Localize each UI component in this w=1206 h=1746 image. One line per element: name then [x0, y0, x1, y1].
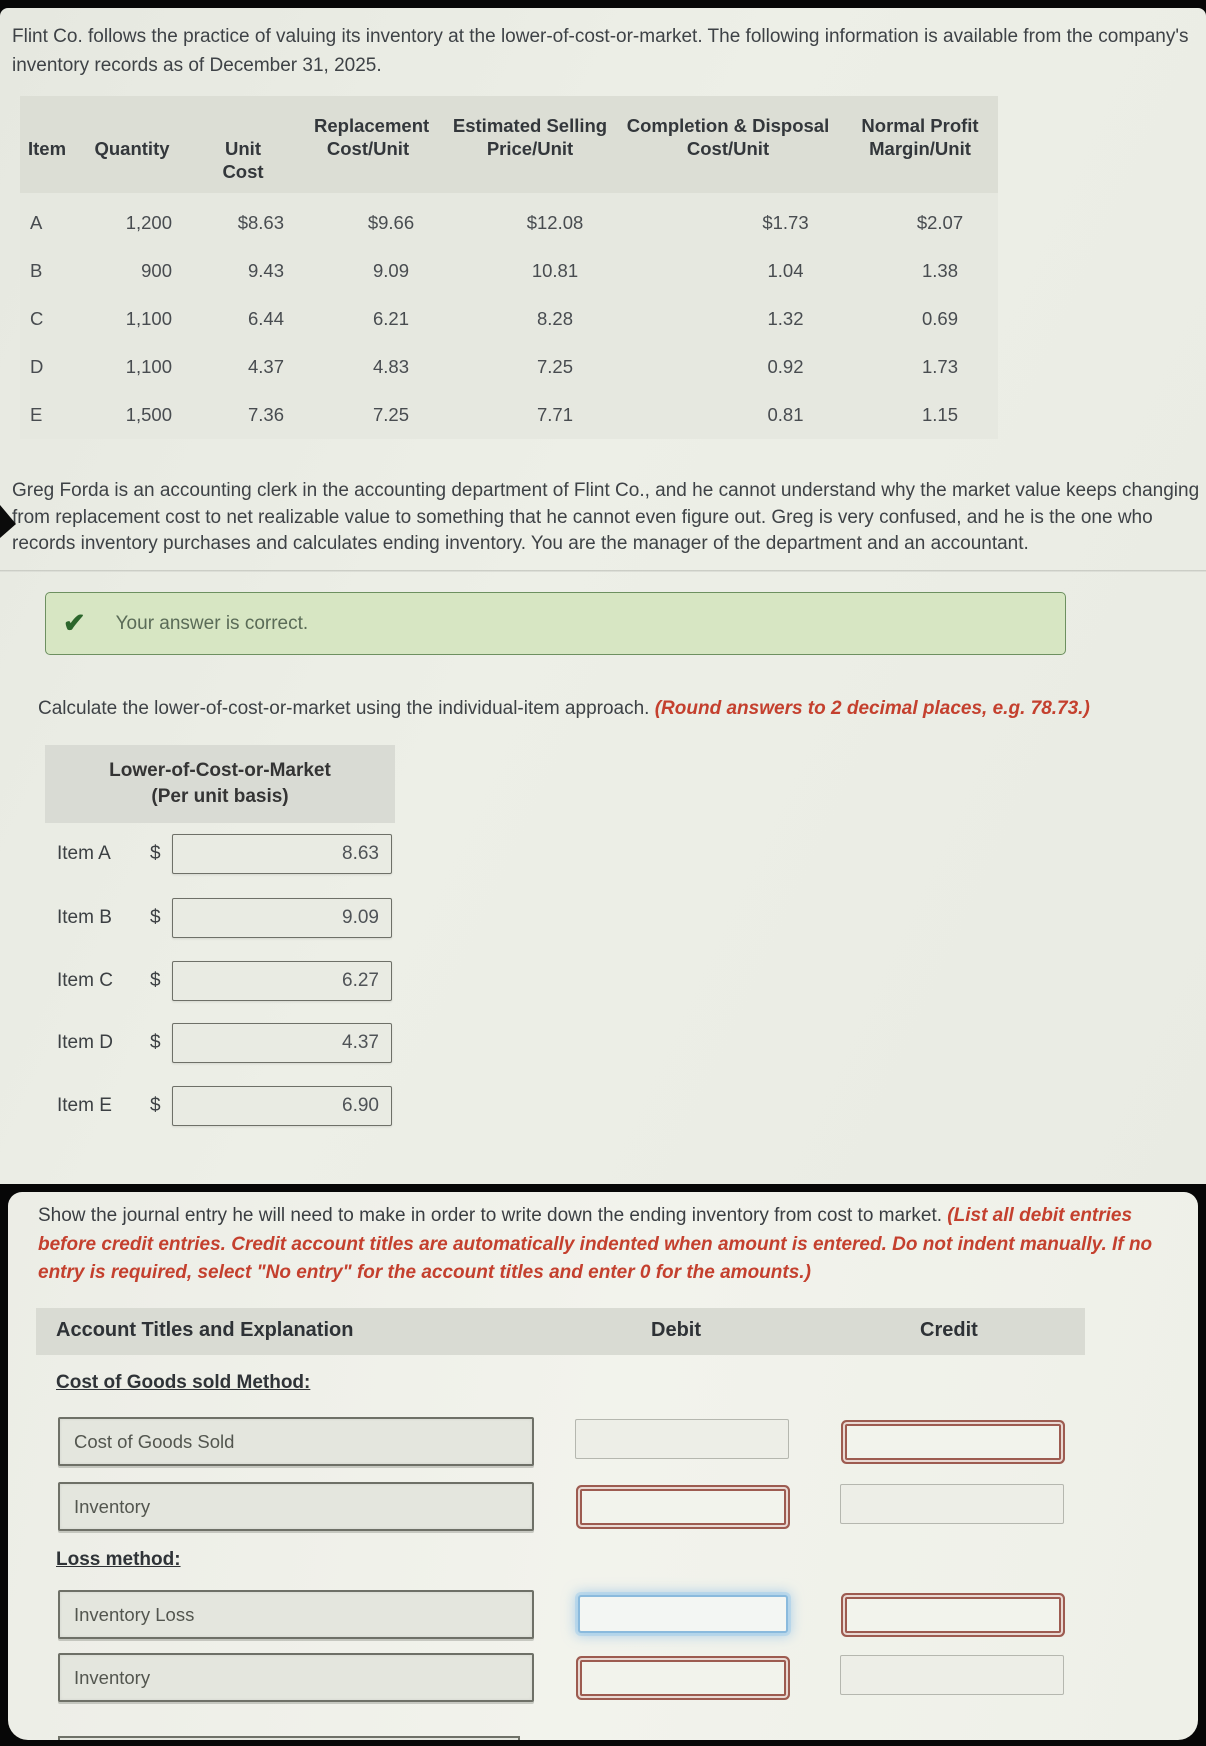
inventory-cell: 1,100: [125, 356, 172, 377]
lcm-table-header: [45, 745, 395, 823]
lcm-item-label: Item D: [57, 1032, 113, 1053]
inventory-cell: D: [30, 356, 44, 377]
inventory-cell: 9.09: [372, 260, 409, 281]
lcm-row-item-a: [57, 834, 392, 874]
inventory-col-header-disposal-cost: Completion & Disposal Cost/Unit: [626, 115, 830, 159]
lcm-value-input-item-c[interactable]: [172, 961, 392, 1001]
lcm-item-label: Item B: [57, 907, 112, 928]
correct-answer-banner: [45, 592, 1066, 655]
journal-credit-input[interactable]: [845, 1424, 1061, 1460]
table-row: [20, 391, 998, 439]
journal-debit-input[interactable]: [575, 1419, 789, 1459]
lcm-row-item-e: [57, 1086, 392, 1126]
account-title-select[interactable]: Inventory: [58, 1482, 534, 1531]
inventory-cell: 4.37: [247, 356, 284, 377]
part1-instruction: [38, 698, 1178, 720]
inventory-cell: A: [30, 212, 43, 233]
problem-intro-text: Flint Co. follows the practice of valuing its inventory at the lower-of-cost-or-market. The following information is available from the company's inventory records as of December 31, 2025.: [12, 26, 1189, 76]
part2-instruction-text: Show the journal entry he will need to make in order to write down the ending inventory from cost to market.: [38, 1205, 948, 1226]
inventory-cell: $2.07: [916, 212, 964, 233]
inventory-col-header-profit-margin: Normal Profit Margin/Unit: [861, 115, 979, 159]
inventory-col-header-selling-price: Estimated Selling Price/Unit: [452, 115, 608, 159]
inventory-cell: 1.73: [921, 356, 958, 377]
problem-narrative-text: Greg Forda is an accounting clerk in the accounting department of Flint Co., and he cannot understand why the market value keeps changing from replacement cost to net realizable value to something that he cannot even figure out. Greg is very confused, and he is the one who records inventory purchases and calculates ending inventory. You are the manager of the department and an accountant.: [12, 480, 1200, 554]
part1-instruction-text: Calculate the lower-of-cost-or-market using the individual-item approach.: [38, 698, 655, 719]
lcm-header-line2: (Per unit basis): [151, 786, 289, 807]
inventory-cell: 1.04: [767, 260, 804, 281]
lcm-input-value: 4.37: [342, 1032, 379, 1053]
cogs-method-label: Cost of Goods sold Method:: [56, 1372, 311, 1393]
journal-col-account-titles: Account Titles and Explanation: [56, 1319, 354, 1341]
inventory-table-header-row: [20, 96, 998, 193]
partial-account-box[interactable]: [58, 1736, 520, 1740]
lcm-item-label: Item C: [57, 970, 113, 991]
journal-credit-input[interactable]: [845, 1597, 1061, 1633]
inventory-cell: 1.38: [921, 260, 958, 281]
inventory-cell: 1,200: [125, 212, 172, 233]
inventory-col-header-quantity: Quantity: [94, 138, 170, 159]
inventory-col-header-item: Item: [28, 138, 67, 159]
inventory-cell: 1,500: [125, 404, 172, 425]
lcm-value-input-item-b[interactable]: [172, 898, 392, 938]
inventory-col-header-unit-cost: Unit Cost: [222, 138, 264, 182]
inventory-cell: 0.92: [767, 356, 804, 377]
lcm-input-value: 6.90: [342, 1095, 379, 1116]
inventory-col-header-replacement: Replacement Cost/Unit: [314, 115, 430, 159]
lcm-row-item-c: [57, 961, 392, 1001]
currency-symbol: $: [150, 1095, 161, 1116]
lcm-value-input-item-e[interactable]: [172, 1086, 392, 1126]
inventory-table-body: [20, 193, 998, 439]
inventory-cell: 1.32: [767, 308, 804, 329]
journal-row-inventory-loss-method: [58, 1653, 1118, 1701]
part1-rounding-note: (Round answers to 2 decimal places, e.g. 78.73.): [654, 698, 1090, 719]
journal-credit-input[interactable]: [840, 1484, 1064, 1524]
inventory-cell: $9.66: [367, 212, 415, 233]
currency-symbol: $: [150, 1032, 161, 1053]
journal-row-inventory-cogs: [58, 1482, 1118, 1530]
photo-artifact: [0, 505, 16, 538]
inventory-cell: 9.43: [247, 260, 284, 281]
inventory-cell: 6.44: [247, 308, 284, 329]
table-row: [20, 247, 998, 295]
inventory-cell: $1.73: [762, 212, 809, 233]
account-title-select[interactable]: Cost of Goods Sold: [58, 1417, 534, 1466]
inventory-cell: 7.36: [247, 404, 284, 425]
journal-entry-panel: [8, 1192, 1198, 1740]
journal-col-credit: Credit: [920, 1319, 978, 1341]
part2-entry-note: (List all debit entries before credit entries. Credit account titles are automatically indented when amount is entered. Do not indent manually. If no entry is required, select "No entry" for the account titles and enter 0 for the amounts.): [38, 1205, 1153, 1283]
currency-symbol: $: [150, 907, 161, 928]
currency-symbol: $: [150, 970, 161, 991]
journal-row-cogs: [58, 1417, 1118, 1465]
inventory-cell: 8.28: [536, 308, 573, 329]
inventory-cell: $12.08: [526, 212, 584, 233]
journal-debit-input[interactable]: [578, 1595, 788, 1633]
inventory-cell: 7.25: [372, 404, 409, 425]
lcm-header-line1: Lower-of-Cost-or-Market: [109, 760, 331, 781]
table-row: [20, 343, 998, 391]
journal-debit-input[interactable]: [580, 1489, 786, 1525]
lcm-value-input-item-d[interactable]: [172, 1023, 392, 1063]
inventory-cell: C: [30, 308, 44, 329]
journal-col-debit: Debit: [651, 1319, 701, 1341]
inventory-cell: 0.69: [921, 308, 958, 329]
journal-row-inventory-loss: [58, 1590, 1118, 1638]
inventory-cell: 1.15: [921, 404, 958, 425]
inventory-cell: 10.81: [531, 260, 579, 281]
inventory-cell: E: [30, 404, 43, 425]
lcm-row-item-d: [57, 1023, 392, 1063]
inventory-records-table: [20, 96, 998, 426]
correct-answer-text: Your answer is correct.: [115, 612, 309, 634]
inventory-cell: B: [30, 260, 43, 281]
inventory-cell: 7.71: [536, 404, 573, 425]
account-title-select[interactable]: Inventory: [58, 1653, 534, 1702]
lcm-row-item-b: [57, 898, 392, 938]
checkmark-icon: ✔: [63, 608, 86, 638]
inventory-cell: $8.63: [237, 212, 284, 233]
lcm-item-label: Item A: [57, 843, 111, 864]
lcm-input-value: 6.27: [342, 970, 379, 991]
loss-method-label: Loss method:: [56, 1549, 181, 1570]
inventory-cell: 1,100: [125, 308, 172, 329]
inventory-cell: 4.83: [372, 356, 409, 377]
lcm-input-value: 8.63: [342, 843, 379, 864]
inventory-cell: 0.81: [767, 404, 804, 425]
table-row: [20, 199, 998, 247]
journal-credit-input[interactable]: [840, 1655, 1064, 1695]
table-row: [20, 295, 998, 343]
part2-instruction: [38, 1202, 1180, 1288]
inventory-cell: 7.25: [536, 356, 573, 377]
section-divider: [0, 570, 1206, 572]
journal-debit-input[interactable]: [580, 1660, 786, 1696]
lcm-item-label: Item E: [57, 1095, 112, 1116]
lcm-input-value: 9.09: [342, 907, 379, 928]
inventory-cell: 900: [141, 260, 172, 281]
currency-symbol: $: [150, 843, 161, 864]
inventory-cell: 6.21: [372, 308, 409, 329]
lcm-value-input-item-a[interactable]: [172, 834, 392, 874]
problem-panel: [0, 8, 1206, 1184]
journal-table-header: [36, 1308, 1085, 1355]
account-title-select[interactable]: Inventory Loss: [58, 1590, 534, 1639]
